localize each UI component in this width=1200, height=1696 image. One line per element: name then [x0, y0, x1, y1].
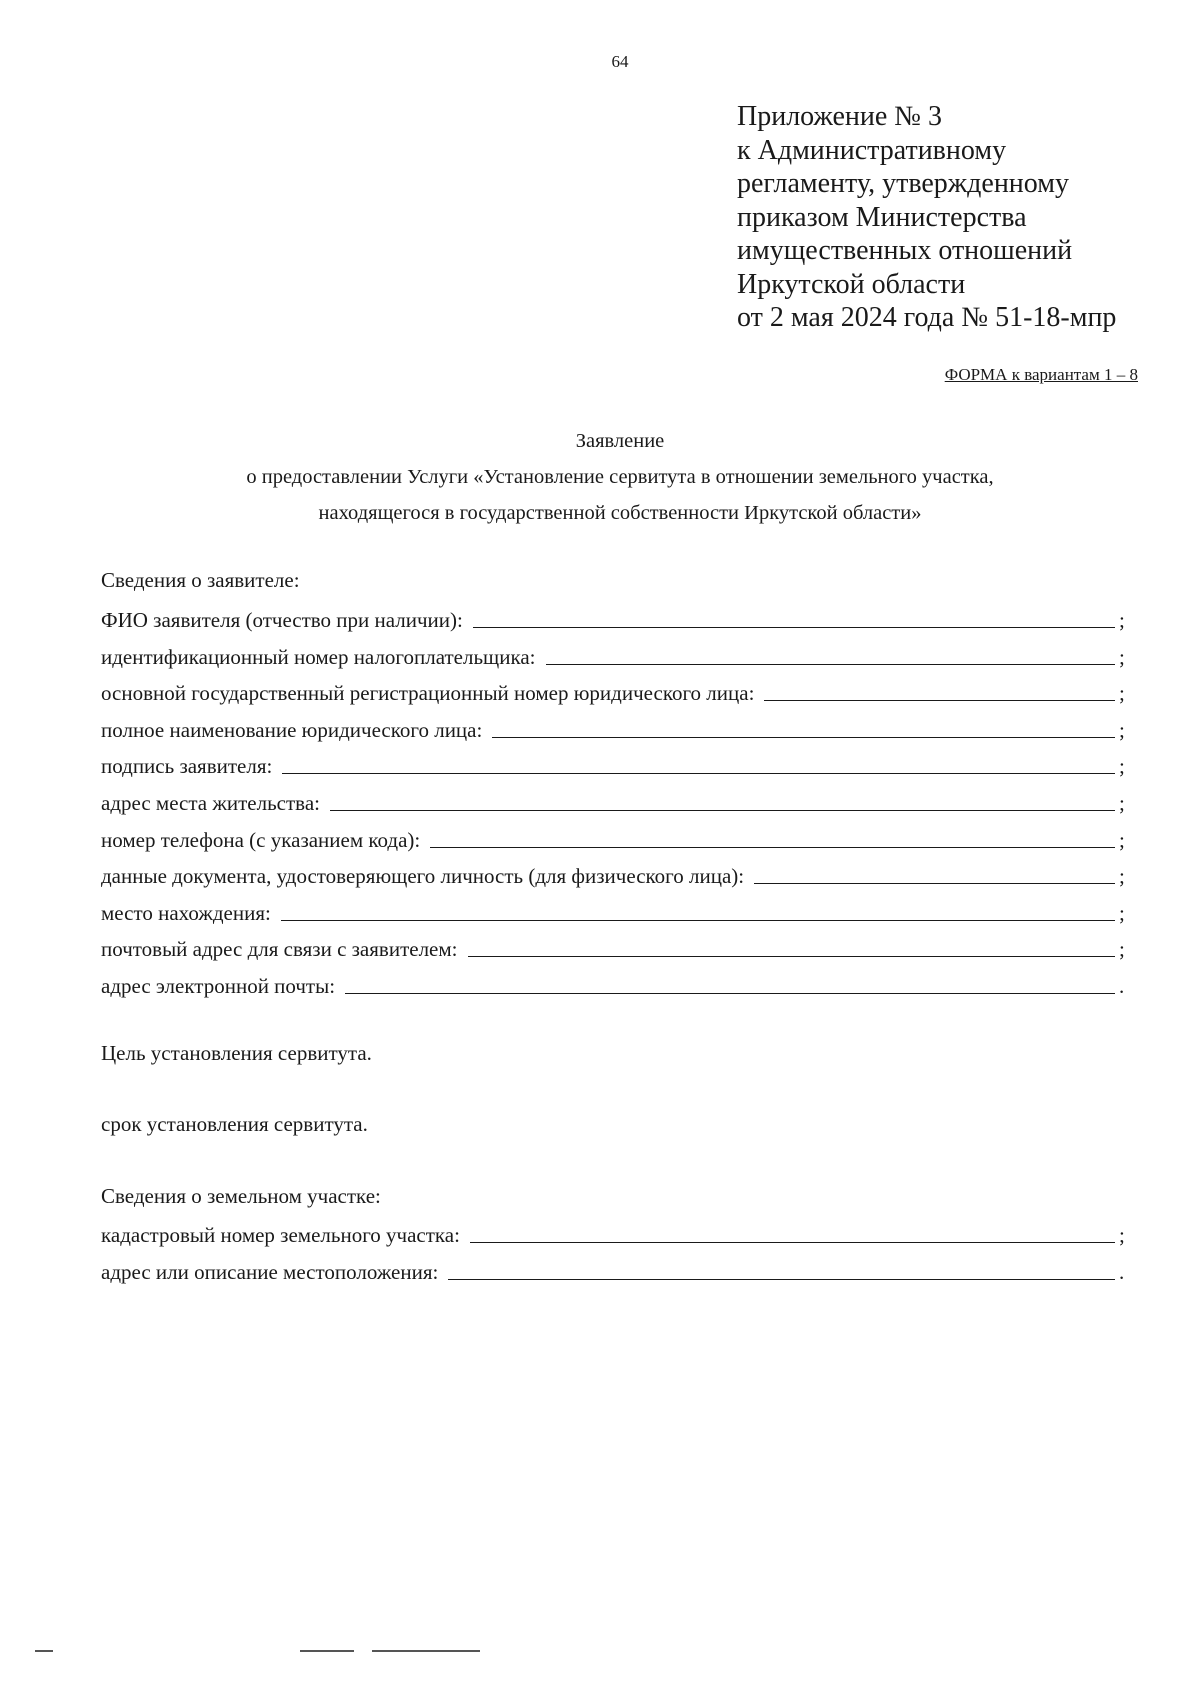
appendix-line: регламенту, утвержденному	[737, 168, 1069, 199]
form-field-row	[101, 713, 1131, 743]
field-terminator: ;	[1119, 1223, 1125, 1247]
form-field-row	[101, 603, 1131, 633]
field-terminator: ;	[1119, 937, 1125, 962]
appendix-line: имущественных отношений	[737, 235, 1073, 266]
field-terminator: .	[1119, 974, 1125, 998]
fill-in-line[interactable]	[764, 699, 1115, 701]
form-field-row	[101, 823, 1131, 853]
form-field-row	[101, 676, 1131, 706]
scan-artifact	[300, 1650, 480, 1652]
form-field-row	[101, 896, 1131, 926]
form-field-row	[101, 786, 1131, 816]
field-terminator: ;	[1119, 608, 1125, 632]
form-field-row	[101, 1218, 1131, 1248]
fill-in-line[interactable]	[473, 626, 1115, 628]
appendix-line: к Административному	[737, 134, 1007, 166]
appendix-line: приказом Министерства	[737, 201, 1027, 233]
field-label: подпись заявителя:	[101, 754, 273, 779]
field-label: адрес электронной почты:	[101, 974, 336, 998]
field-terminator: ;	[1119, 900, 1125, 925]
title-line: о предоставлении Услуги «Установление сервитута в отношении земельного участка,	[246, 466, 994, 488]
field-label: основной государственный регистрационный номер юридического лица:	[101, 681, 755, 706]
page-number: 64	[611, 52, 629, 71]
scan-artifact	[35, 1650, 53, 1652]
form-variant-label: ФОРМА к вариантам 1 – 8	[944, 365, 1138, 384]
field-label: место нахождения:	[101, 900, 271, 925]
field-label: ФИО заявителя (отчество при наличии):	[101, 608, 463, 632]
document-title	[0, 423, 1200, 531]
field-terminator: ;	[1119, 791, 1125, 815]
fill-in-line[interactable]	[754, 882, 1115, 884]
land-section-title: Сведения о земельном участке:	[101, 1184, 381, 1208]
servitude-purpose: Цель установления сервитута.	[101, 1041, 372, 1065]
fill-in-line[interactable]	[470, 1241, 1115, 1243]
form-field-row	[101, 969, 1131, 999]
field-terminator: ;	[1119, 864, 1125, 889]
applicant-section-title: Сведения о заявителе:	[101, 568, 300, 592]
fill-in-line[interactable]	[492, 736, 1115, 738]
fill-in-line[interactable]	[330, 809, 1115, 811]
field-label: адрес места жительства:	[101, 791, 320, 815]
appendix-block	[737, 100, 1116, 335]
appendix-line: Иркутской области	[737, 268, 966, 300]
title-heading: Заявление	[575, 430, 665, 452]
field-terminator: ;	[1119, 644, 1125, 669]
fill-in-line[interactable]	[430, 846, 1115, 848]
form-field-row	[101, 859, 1131, 889]
field-label: адрес или описание местоположения:	[101, 1259, 439, 1284]
form-field-row	[101, 932, 1131, 962]
fill-in-line[interactable]	[281, 919, 1115, 921]
servitude-term: срок установления сервитута.	[101, 1112, 368, 1136]
field-terminator: ;	[1119, 827, 1125, 852]
field-label: идентификационный номер налогоплательщика:	[101, 644, 536, 669]
field-label: кадастровый номер земельного участка:	[101, 1223, 460, 1247]
fill-in-line[interactable]	[468, 955, 1116, 957]
fill-in-line[interactable]	[345, 992, 1115, 994]
fill-in-line[interactable]	[546, 663, 1115, 665]
field-label: номер телефона (с указанием кода):	[101, 827, 421, 852]
form-field-row	[101, 1255, 1131, 1285]
form-field-row	[101, 749, 1131, 779]
title-line: находящегося в государственной собственности Иркутской области»	[318, 502, 922, 524]
fill-in-line[interactable]	[282, 772, 1115, 774]
field-label: данные документа, удостоверяющего личность (для физического лица):	[101, 864, 745, 889]
form-field-row	[101, 640, 1131, 670]
appendix-line: от 2 мая 2024 года № 51-18-мпр	[737, 302, 1117, 333]
fill-in-line[interactable]	[448, 1278, 1115, 1280]
field-label: почтовый адрес для связи с заявителем:	[101, 937, 458, 962]
field-label: полное наименование юридического лица:	[101, 717, 483, 742]
field-terminator: ;	[1119, 754, 1125, 779]
field-terminator: ;	[1119, 717, 1125, 742]
field-terminator: .	[1119, 1259, 1125, 1284]
appendix-line: Приложение № 3	[737, 101, 942, 132]
field-terminator: ;	[1119, 681, 1125, 706]
